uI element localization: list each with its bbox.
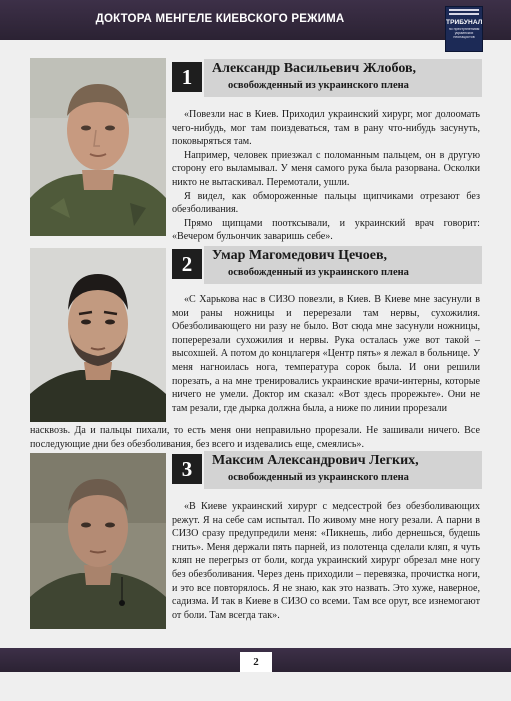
portrait-photo-2: [30, 248, 166, 422]
logo-tagline: по преступлениям украинских неонацистов: [448, 27, 480, 40]
testimony-2: [172, 293, 480, 415]
testimony-1-paragraph: Прямо щипцами поотксывали, и украинский врач говорит: «Вечером бульончик заваришь себе».: [172, 217, 480, 243]
entry-number-1: 1: [172, 62, 202, 92]
person-subtitle-1: освобожденный из украинского плена: [228, 80, 409, 91]
testimony-1-paragraph: «Повезли нас в Киев. Приходил украинский хирург, мог долоомать чего-нибудь, мог там поиздеваться, там в рану что-нибудь засунуть, поковыряться там.: [172, 109, 480, 148]
name-bar-2: [204, 246, 482, 284]
person-name-1: Александр Васильевич Жлобов,: [212, 61, 417, 76]
logo-stripe: [449, 13, 479, 15]
page-number: 2: [240, 652, 272, 672]
portrait-photo-1: [30, 58, 166, 236]
entry-number-2: 2: [172, 249, 202, 279]
logo-stripe: [449, 9, 479, 11]
page-title: ДОКТОРА МЕНГЕЛЕ КИЕВСКОГО РЕЖИМА: [95, 13, 345, 25]
portrait-photo-3: [30, 453, 166, 629]
logo-brand: ТРИБУНАЛ: [446, 19, 483, 26]
name-bar-1: [204, 59, 482, 97]
person-name-3: Максим Александрович Легких,: [212, 453, 419, 468]
testimony-3: [172, 500, 480, 622]
testimony-1: [172, 108, 480, 244]
entry-number-3: 3: [172, 454, 202, 484]
tribunal-logo: [445, 6, 483, 52]
testimony-1-paragraph: Например, человек приезжал с поломанным пальцем, он в другую сторону его выламывал. У меня самого рука была разорвана. Осколки никто не вытаскивал. Перемотали, ушли.: [172, 149, 480, 188]
person-name-2: Умар Магомедович Цечоев,: [212, 248, 388, 263]
header-bar: [0, 0, 511, 40]
testimony-3-paragraph: «В Киеве украинский хирург с медсестрой без обезболивающих режут. Я на себе сам испытал. По живому мне ногу резали. А парни в СИЗО сразу предупредили меня: «Пикнешь, либо дернешься, будешь гнить». Меня держали пять парней, из полотенца сделали кляп, я чуть кляп не перегрыз от боли, когда украинский хирург обрезал мне ногу без обезболивания. Через день приходили – перевязка, прочистка ноги, и это все повторялось. Я не знаю, как это назвать. Это хуже, наверное, садизма. И так в Киеве в СИЗО со всеми. Там все орут, все изнемогают от боли. Там всегда так».: [172, 501, 480, 621]
person-subtitle-2: освобожденный из украинского плена: [228, 267, 409, 278]
testimony-2-paragraph: «С Харькова нас в СИЗО повезли, в Киев. В Киеве мне засунули в мои раны ножницы и перерезали там нервы, сухожилия. Обезболивающего ни разу не было. Вот сюда мне засунули ножницы, поперерезали сухожилия и нервы. Рука осталась уже вот такой – высохшей. А потом до концлагеря «Центр пять» я лежал в больнице. У меня нагноилась нога, температура сорок была. И они решили порезать, а на мне тренировались украинские врачи-интерны, которые ничего не умели. Доктор им сказал: «Вот здесь прорежьте». Они не там резали, где дырка должна была, а ниже по линии прорезали: [172, 294, 480, 414]
testimony-2-continuation: насквозь. Да и пальцы пихали, то есть меня они неправильно прорезали. Не зашивали ничего. Все последующие дни без обезболивания, без всего и издевались еще, смеялись».: [30, 425, 480, 450]
name-bar-3: [204, 451, 482, 489]
testimony-1-paragraph: Я видел, как обмороженные пальцы щипчиками отрезают без обезболивания.: [172, 190, 480, 216]
person-subtitle-3: освобожденный из украинского плена: [228, 472, 409, 483]
